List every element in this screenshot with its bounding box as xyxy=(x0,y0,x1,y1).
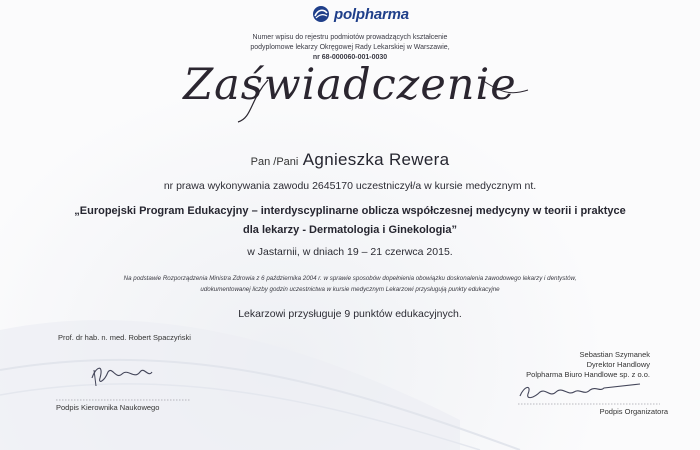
organizer-role: Dyrektor Handlowy xyxy=(586,360,650,369)
organizer-company: Polpharma Biuro Handlowe sp. z o.o. xyxy=(526,370,650,379)
scientific-head-caption: Podpis Kierownika Naukowego xyxy=(56,403,160,412)
registry-line-2: podyplomowe lekarzy Okręgowej Rady Lekarskiej w Warszawie, xyxy=(250,44,450,51)
right-signature-scribble xyxy=(520,384,640,398)
registry-line-1: Numer wpisu do rejestru podmiotów prowadzących kształcenie xyxy=(252,34,448,41)
logo-wordmark: polpharma xyxy=(334,5,409,23)
polpharma-logo xyxy=(312,4,409,24)
certificate-title: Zaświadczenie xyxy=(183,60,517,110)
organizer-caption: Podpis Organizatora xyxy=(599,407,668,416)
polpharma-logo-icon xyxy=(312,5,330,23)
name-prefix: Pan /Pani xyxy=(250,156,299,168)
legal-basis-line-2: udokumentowanej liczby godzin uczestnictwa w kursie medycznym Lekarzowi przysługują punkty edukacyjne xyxy=(200,286,500,293)
scientific-head-name: Prof. dr hab. n. med. Robert Spaczyński xyxy=(58,333,191,342)
legal-basis-line-1: Na podstawie Rozporządzenia Ministra Zdrowia z 6 października 2004 r. w sprawie sposobów dopełnienia obowiązku doskonalenia zawodowego lekarzy i dentystów, xyxy=(123,275,577,282)
points-line: Lekarzowi przysługuje 9 punktów edukacyjnych. xyxy=(238,308,462,320)
license-line: nr prawa wykonywania zawodu 2645170 uczestniczył/a w kursie medycznym nt. xyxy=(163,180,537,192)
course-title-line-1: „Europejski Program Edukacyjny – interdyscyplinarne oblicza współczesnej medycyny w teorii i praktyce xyxy=(74,205,626,217)
recipient-row xyxy=(0,150,700,170)
organizer-name: Sebastian Szymanek xyxy=(579,350,650,359)
registry-number: nr 68-000060-001-0030 xyxy=(312,54,388,61)
recipient-name: Agnieszka Rewera xyxy=(302,150,450,169)
place-date-line: w Jastarnii, w dniach 19 – 21 czerwca 2015. xyxy=(247,246,453,258)
course-title-line-2: dla lekarzy - Dermatologia i Ginekologia” xyxy=(243,224,457,236)
